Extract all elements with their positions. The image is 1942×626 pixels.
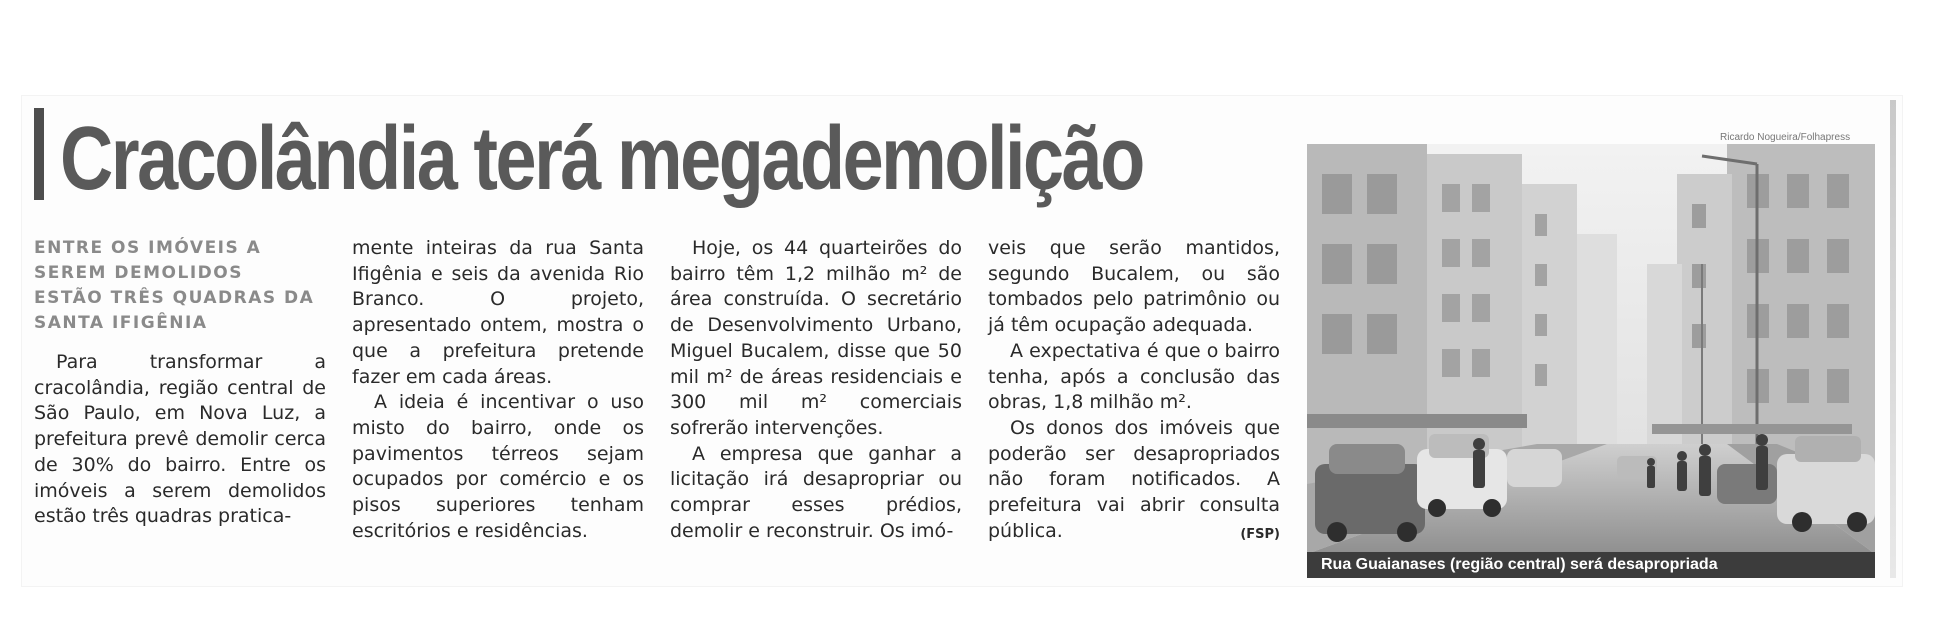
street-scene-image [1307,144,1875,554]
paragraph: Para transformar a cracolândia, região central de São Paulo, em Nova Luz, a prefeitura prevê demolir cerca de 30% do bairro. Entre os imóveis a serem demolidos estão três quadras pratica- [34,351,326,528]
source-tag: (FSP) [1240,527,1280,543]
photo-container [1307,144,1875,574]
kicker [34,236,326,336]
paragraph: Os donos dos imóveis que poderão ser desapropriados não foram notificados. A prefeitura vai abrir consulta pública. [988,416,1280,542]
paragraph: veis que serão mantidos, segundo Bucalem, ou são tombados pelo patrimônio ou já têm ocupação adequada. [988,237,1280,337]
paragraph: Hoje, os 44 quarteirões do bairro têm 1,2 milhão m² de área construída. O secretário de Desenvolvimento Urbano, Miguel Bucalem, disse que 50 mil m² de áreas residenciais e 300 mil m² comerciais sofrerão intervenções. [670,237,962,439]
photo-caption: Rua Guaianases (região central) será desapropriada [1307,552,1875,578]
clipping-edge [1890,100,1896,578]
kicker-line: SANTA IFIGÊNIA [34,313,208,333]
paragraph: A expectativa é que o bairro tenha, após a conclusão das obras, 1,8 milhão m². [988,339,1280,414]
headline-bar [34,108,44,200]
headline: Cracolândia terá megademolição [60,109,1143,209]
kicker-line: ESTÃO TRÊS QUADRAS DA [34,288,315,308]
paragraph: mente inteiras da rua Santa Ifigênia e seis da avenida Rio Branco. O projeto, apresentado ontem, mostra o que a prefeitura pretende fazer em cada áreas. [352,237,644,388]
article-column-3 [670,236,962,544]
article-column-1 [34,236,326,530]
article-column-2 [352,236,644,544]
kicker-line: ENTRE OS IMÓVEIS A [34,238,262,258]
article-column-4 [988,236,1280,548]
street-photo [1307,144,1875,554]
photo-credit: Ricardo Nogueira/Folhapress [1720,132,1851,143]
paragraph: A ideia é incentivar o uso misto do bairro, onde os pavimentos térreos sejam ocupados por comércio e os pisos superiores tenham escritórios e residências. [352,391,644,542]
kicker-line: SEREM DEMOLIDOS [34,263,243,283]
paragraph: A empresa que ganhar a licitação irá desapropriar ou comprar esses prédios, demolir e reconstruir. Os imó- [670,442,962,542]
